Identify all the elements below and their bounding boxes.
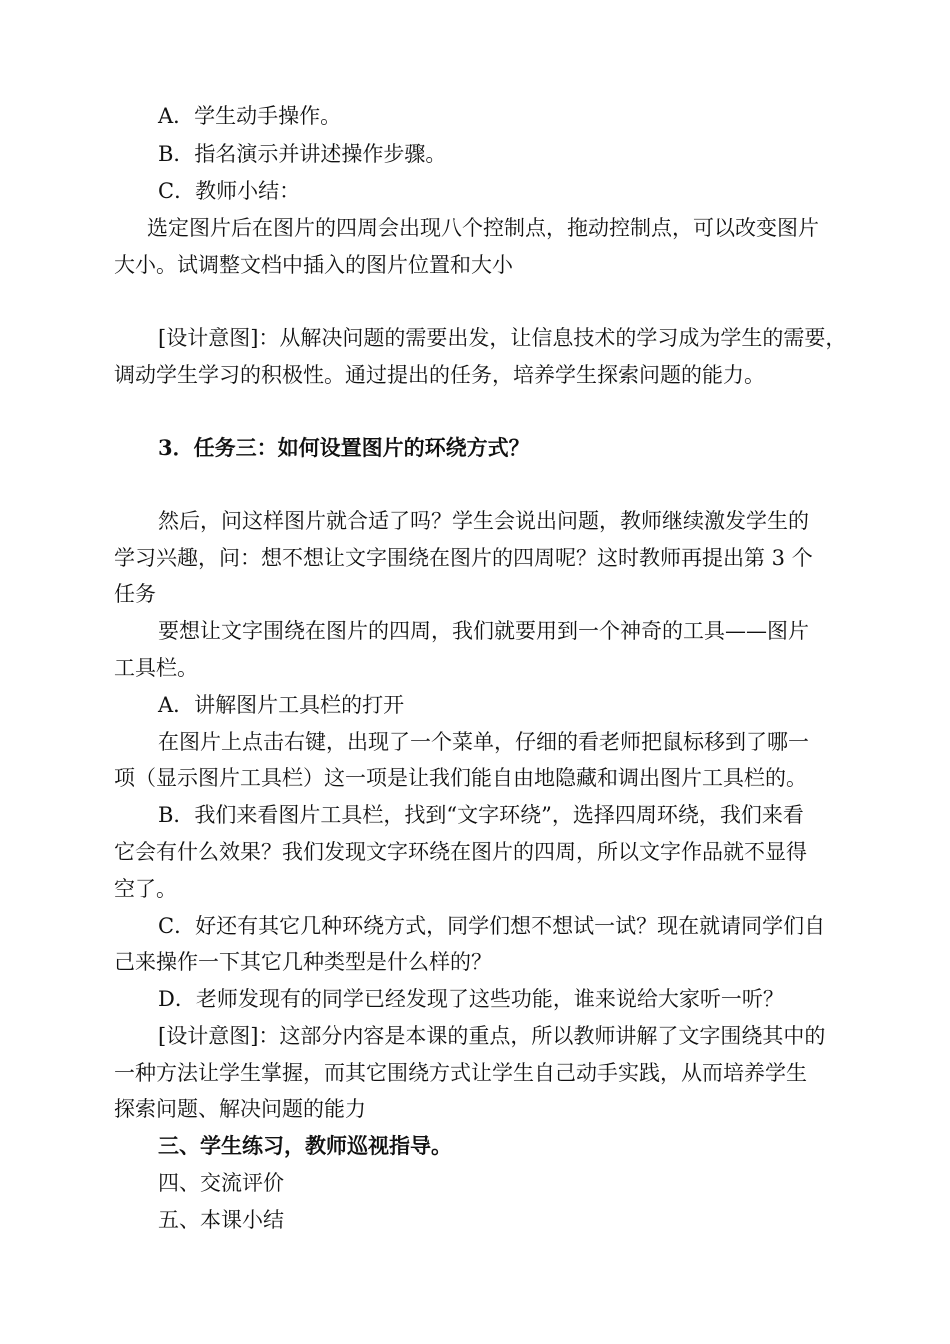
paragraph-line: 空了。 <box>114 877 177 901</box>
step-a-toolbar: A．讲解图片工具栏的打开 <box>158 693 405 717</box>
paragraph-line: 任务 <box>114 582 156 606</box>
paragraph-line: 己来操作一下其它几种类型是什么样的？ <box>114 950 492 974</box>
design-intent-line: [设计意图]：从解决问题的需要出发，让信息技术的学习成为学生的需要， <box>158 326 847 350</box>
section-five-heading: 五、本课小结 <box>158 1208 284 1232</box>
paragraph-line: 学习兴趣，问：想不想让文字围绕在图片的四周呢？这时教师再提出第 3 个 <box>114 546 813 570</box>
paragraph-line: 然后，问这样图片就合适了吗？学生会说出问题，教师继续激发学生的 <box>158 509 809 533</box>
paragraph-line: 工具栏。 <box>114 656 198 680</box>
paragraph-line: 在图片上点击右键，出现了一个菜单，仔细的看老师把鼠标移到了哪一 <box>158 730 809 754</box>
step-d-share: D．老师发现有的同学已经发现了这些功能，谁来说给大家听一听？ <box>158 987 784 1011</box>
step-b-wrap: B．我们来看图片工具栏，找到“文字环绕”，选择四周环绕，我们来看 <box>158 803 804 827</box>
step-a-hands-on: A．学生动手操作。 <box>158 104 342 128</box>
step-c-summary: C．教师小结： <box>158 179 301 203</box>
paragraph-line: 大小。试调整文档中插入的图片位置和大小 <box>114 253 513 277</box>
design-intent-line: 探索问题、解决问题的能力 <box>114 1097 366 1121</box>
design-intent-line: [设计意图]：这部分内容是本课的重点，所以教师讲解了文字围绕其中的 <box>158 1024 826 1048</box>
design-intent-line: 调动学生学习的积极性。通过提出的任务，培养学生探索问题的能力。 <box>114 363 765 387</box>
design-intent-line: 一种方法让学生掌握，而其它围绕方式让学生自己动手实践，从而培养学生 <box>114 1061 807 1085</box>
section-four-heading: 四、交流评价 <box>158 1171 284 1195</box>
step-b-demonstrate: B．指名演示并讲述操作步骤。 <box>158 142 447 166</box>
paragraph-line: 它会有什么效果？我们发现文字环绕在图片的四周，所以文字作品就不显得 <box>114 840 807 864</box>
step-c-other-wraps: C．好还有其它几种环绕方式，同学们想不想试一试？现在就请同学们自 <box>158 914 826 938</box>
paragraph-line: 选定图片后在图片的四周会出现八个控制点，拖动控制点，可以改变图片 <box>147 216 819 240</box>
task-three-heading: 3．任务三：如何设置图片的环绕方式？ <box>158 435 530 460</box>
paragraph-line: 要想让文字围绕在图片的四周，我们就要用到一个神奇的工具——图片 <box>158 619 809 643</box>
section-three-heading: 三、学生练习，教师巡视指导。 <box>158 1133 452 1158</box>
paragraph-line: 项（显示图片工具栏）这一项是让我们能自由地隐藏和调出图片工具栏的。 <box>114 766 807 790</box>
